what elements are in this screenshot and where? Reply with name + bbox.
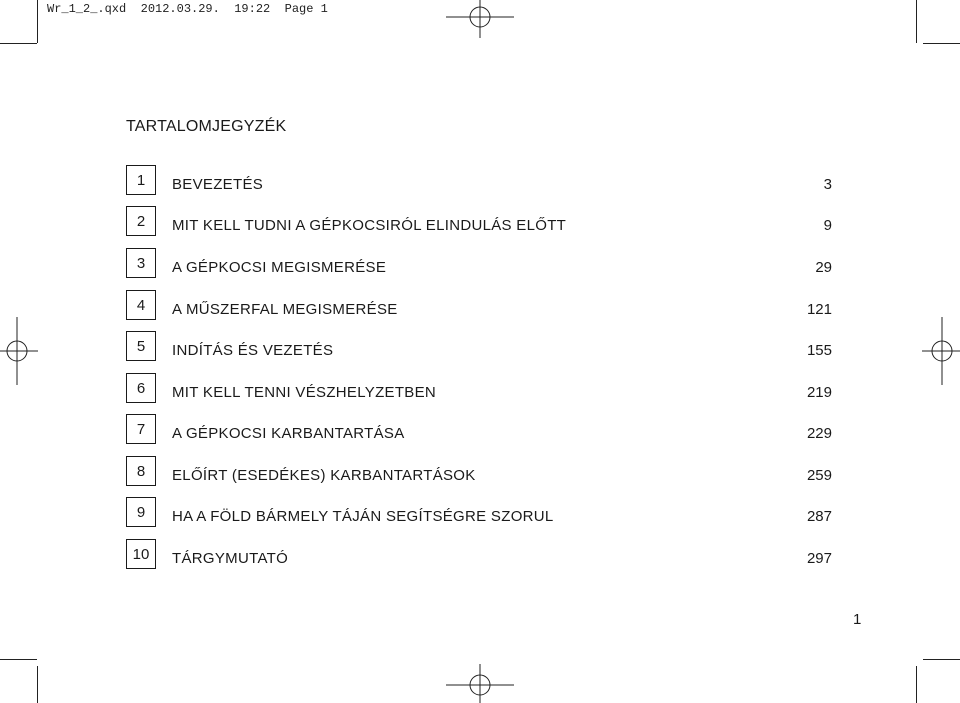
chapter-number-box: 3 xyxy=(126,248,156,278)
chapter-number-box: 6 xyxy=(126,373,156,403)
toc-entry-9[interactable] xyxy=(126,497,832,539)
chapter-page-number: 287 xyxy=(806,508,832,525)
chapter-title: BEVEZETÉS xyxy=(172,176,264,193)
toc-entry-6[interactable] xyxy=(126,373,832,415)
page-number: 1 xyxy=(853,611,862,628)
chapter-number-box: 7 xyxy=(126,414,156,444)
toc-entry-10[interactable] xyxy=(126,539,832,581)
registration-mark-left xyxy=(0,317,38,385)
chapter-title: A MŰSZERFAL MEGISMERÉSE xyxy=(172,301,398,318)
registration-mark-right xyxy=(922,317,960,385)
chapter-number-box: 8 xyxy=(126,456,156,486)
chapter-number-box: 10 xyxy=(126,539,156,569)
toc-entry-1[interactable] xyxy=(126,165,832,207)
chapter-title: A GÉPKOCSI KARBANTARTÁSA xyxy=(172,425,405,442)
toc-entry-8[interactable] xyxy=(126,456,832,498)
chapter-title: A GÉPKOCSI MEGISMERÉSE xyxy=(172,259,387,276)
chapter-title: MIT KELL TENNI VÉSZHELYZETBEN xyxy=(172,384,437,401)
toc-entry-2[interactable] xyxy=(126,206,832,248)
chapter-page-number: 9 xyxy=(823,217,832,234)
chapter-page-number: 121 xyxy=(806,301,832,318)
chapter-title: INDÍTÁS ÉS VEZETÉS xyxy=(172,342,334,359)
chapter-page-number: 259 xyxy=(806,467,832,484)
registration-mark-top xyxy=(446,0,514,38)
chapter-title: MIT KELL TUDNI A GÉPKOCSIRÓL ELINDULÁS ELŐTT xyxy=(172,217,567,234)
chapter-title: TÁRGYMUTATÓ xyxy=(172,550,289,567)
chapter-page-number: 229 xyxy=(806,425,832,442)
chapter-title: HA A FÖLD BÁRMELY TÁJÁN SEGÍTSÉGRE SZORUL xyxy=(172,508,554,525)
chapter-number-box: 5 xyxy=(126,331,156,361)
chapter-number-box: 2 xyxy=(126,206,156,236)
registration-mark-bottom xyxy=(446,664,514,703)
chapter-title: ELŐÍRT (ESEDÉKES) KARBANTARTÁSOK xyxy=(172,467,476,484)
chapter-number-box: 9 xyxy=(126,497,156,527)
chapter-page-number: 3 xyxy=(823,176,832,193)
chapter-page-number: 155 xyxy=(806,342,832,359)
toc-entry-4[interactable] xyxy=(126,290,832,332)
chapter-page-number: 29 xyxy=(815,259,832,276)
page-title: TARTALOMJEGYZÉK xyxy=(126,118,287,135)
toc-entry-3[interactable] xyxy=(126,248,832,290)
chapter-page-number: 219 xyxy=(806,384,832,401)
chapter-number-box: 4 xyxy=(126,290,156,320)
chapter-number-box: 1 xyxy=(126,165,156,195)
print-slug-header: Wr_1_2_.qxd 2012.03.29. 19:22 Page 1 xyxy=(47,2,328,16)
toc-entry-7[interactable] xyxy=(126,414,832,456)
toc-entry-5[interactable] xyxy=(126,331,832,373)
chapter-page-number: 297 xyxy=(806,550,832,567)
